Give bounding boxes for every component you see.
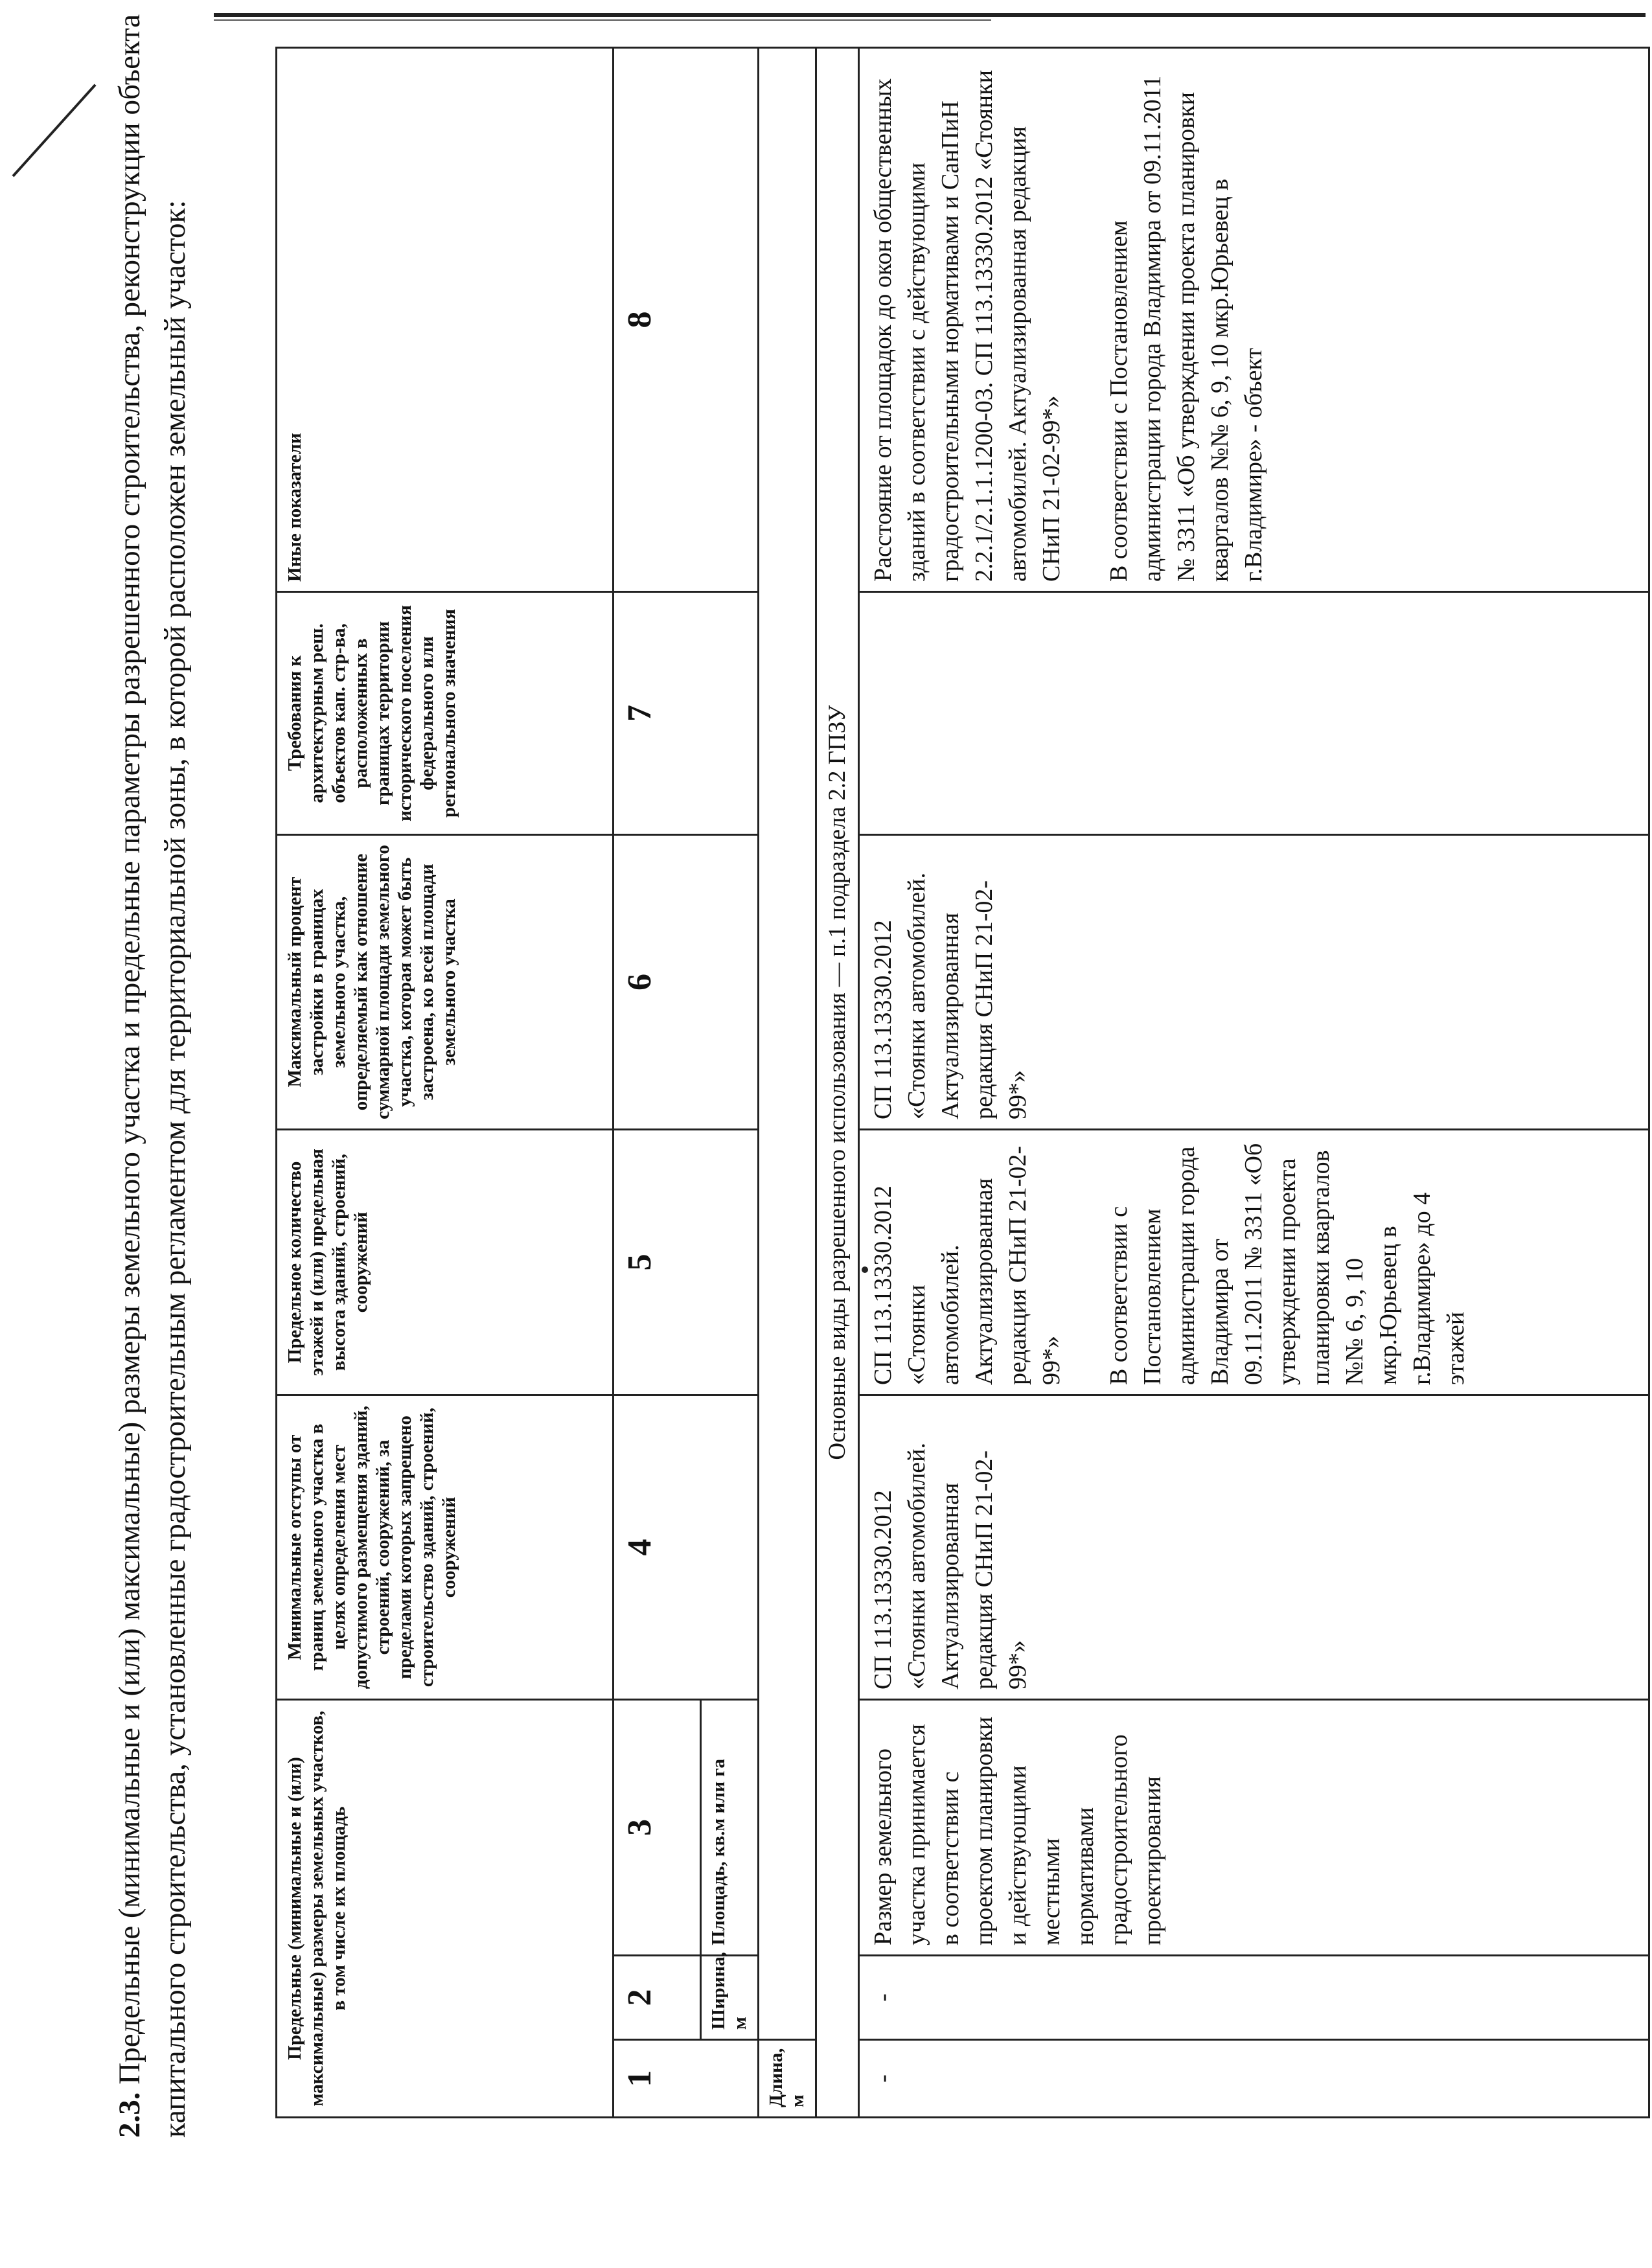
paragraph-gap <box>1068 58 1102 582</box>
section-title: Основные виды разрешенного использования — п.1 подраздела 2.2 ГПЗУ <box>816 47 859 2117</box>
paragraph-gap <box>1068 1140 1102 1385</box>
rotated-page <box>107 13 1636 2138</box>
subheader-width: Ширина, м <box>701 1956 759 2040</box>
column-number: 6 <box>614 834 759 1129</box>
column-number: 2 <box>614 1956 701 2040</box>
cell-area: Размер земельного участка принимается в соответствии с проектом планировки и действующими местными нормативами градостроительного проектирования <box>859 1699 1649 1955</box>
subheader-length: Длина, м <box>759 2040 816 2118</box>
column-number: 5 <box>614 1129 759 1395</box>
column-number: 1 <box>614 2040 759 2118</box>
section-heading-text: Предельные (минимальные и (или) максимальные) размеры земельного участка и предельные параметры разрешенного строительства, реконструкции объекта капитального строительства, установленные градостроительным регламентом для территориальной зоны, в которой расположен земельный участок: <box>113 14 192 2138</box>
header-land-plot-sizes: Предельные (минимальные и (или) максимальные) размеры земельных участков, в том числе их площадь <box>277 1699 614 2117</box>
cell-floors <box>859 1129 1649 1395</box>
column-number: 3 <box>614 1699 701 1955</box>
header-max-coverage: Максимальный процент застройки в границах земельного участка, определяемый как отношение суммарной площади земельного участка, которая может быть застроена, ко всей площади земельного участка <box>277 834 614 1129</box>
pen-mark <box>12 84 97 177</box>
cell-width: - <box>859 1956 1649 2040</box>
cell-coverage: СП 113.13330.2012 «Стоянки автомобилей. Актуализированная редакция СНиП 21-02-99*» <box>859 834 1649 1129</box>
subheader-length-row <box>759 47 816 2117</box>
column-number: 7 <box>614 591 759 834</box>
column-numbers-row <box>614 47 701 2117</box>
main-uses-row <box>859 47 1649 2117</box>
cell-architecture <box>859 591 1649 834</box>
cell-other <box>859 47 1649 591</box>
parameters-table <box>275 47 1650 2118</box>
subheader-filler <box>759 47 816 2039</box>
header-other-indicators: Иные показатели <box>277 47 614 591</box>
cell-other-resolution: В соответствии с Постановлением администрации города Владимира от 09.11.2011 № 3311 «Об утверждении проекта планировки кварталов №№ 6, 9, 10 мкр.Юрьевец в г.Владимире» - объект <box>1105 75 1267 582</box>
cell-floors-resolution: В соответствии с Постановлением администрации города Владимира от 09.11.2011 № 3311 «Об утверждении проекта планировки кварталов №№ 6, 9, 10 мкр.Юрьевец в г.Владимире» до 4 этажей <box>1105 1143 1469 1385</box>
section-row <box>816 47 859 2117</box>
subheader-area: Площадь, кв.м или га <box>701 1699 759 1955</box>
header-min-setbacks: Минимальные отступы от границ земельного участка в целях определения мест допустимого размещения зданий, строений, сооружений, за пределами которых запрещено строительство зданий, строений, сооружений <box>277 1395 614 1699</box>
section-heading <box>107 13 198 2138</box>
column-number: 8 <box>614 47 759 591</box>
column-number: 4 <box>614 1395 759 1699</box>
cell-other-distances: Расстояние от площадок до окон общественных зданий в соответствии с действующими градостроительными нормативами и СанПиН 2.2.1/2.1.1.1200-03. СП 113.13330.2012 «Стоянки автомобилей. Актуализированная редакция СНиП 21-02-99*» <box>869 70 1065 582</box>
section-number: 2.3. <box>113 2092 146 2138</box>
cell-length: - <box>859 2040 1649 2118</box>
header-row <box>277 47 614 2117</box>
header-architecture-requirements: Требования к архитектурным реш. объектов кап. стр-ва, расположенных в границах территории исторического поселения федерального или регионального значения <box>277 591 614 834</box>
cell-floors-norm: СП 113.13330.2012 «Стоянки автомобилей. Актуализированная редакция СНиП 21-02-99*» <box>869 1145 1065 1385</box>
cell-setbacks: СП 113.13330.2012 «Стоянки автомобилей. Актуализированная редакция СНиП 21-02-99*» <box>859 1395 1649 1699</box>
header-floors-height: Предельное количество этажей и (или) предельная высота зданий, строений, сооружений <box>277 1129 614 1395</box>
